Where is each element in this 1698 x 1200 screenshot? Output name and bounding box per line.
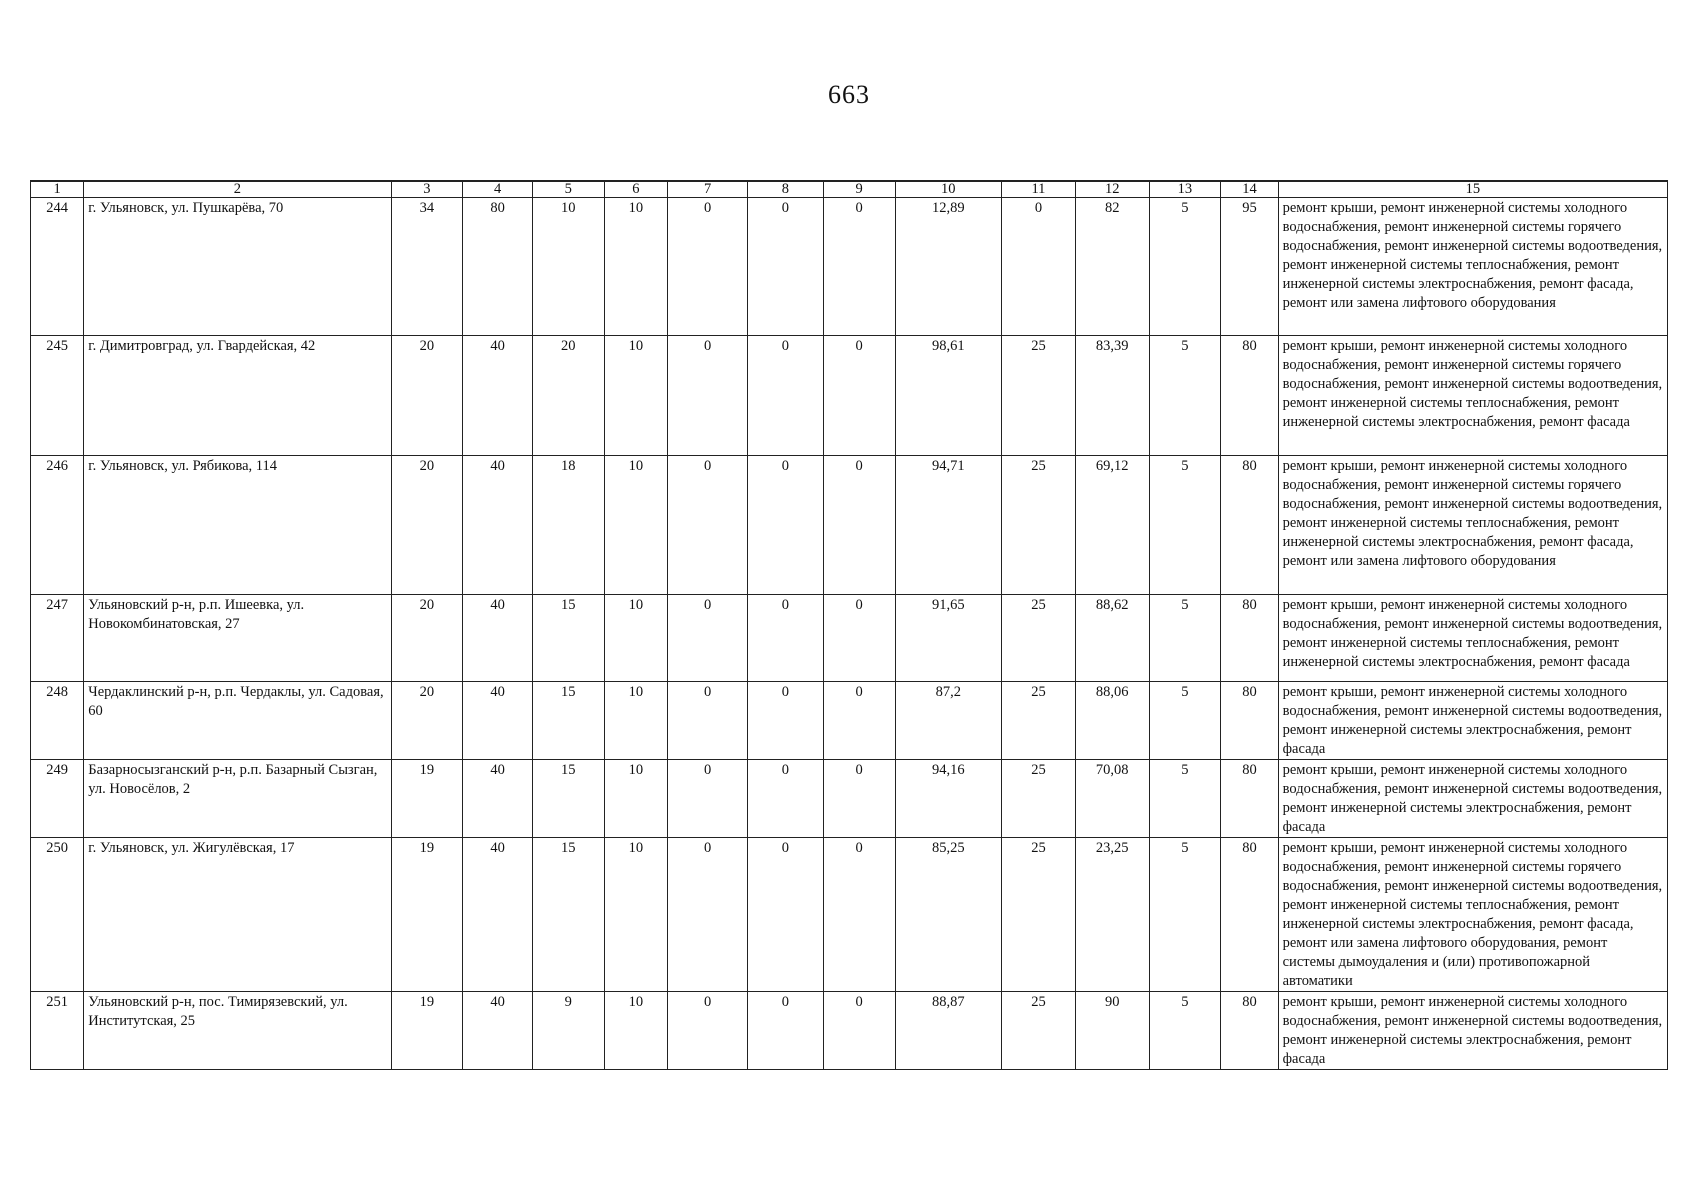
column-number-row bbox=[31, 181, 1668, 198]
cell-col-8: 0 bbox=[748, 682, 824, 760]
column-header-6: 6 bbox=[604, 181, 668, 198]
cell-col-12: 69,12 bbox=[1075, 456, 1149, 595]
cell-col-7: 0 bbox=[668, 198, 748, 336]
cell-col-6: 10 bbox=[604, 992, 668, 1070]
cell-col-4: 40 bbox=[463, 992, 533, 1070]
address-cell: Ульяновский р-н, пос. Тимирязевский, ул. Институтская, 25 bbox=[84, 992, 391, 1070]
cell-col-3: 20 bbox=[391, 682, 463, 760]
register-table bbox=[30, 180, 1668, 1070]
column-header-13: 13 bbox=[1149, 181, 1221, 198]
cell-col-6: 10 bbox=[604, 456, 668, 595]
column-header-11: 11 bbox=[1002, 181, 1076, 198]
address-cell: Чердаклинский р-н, р.п. Чердаклы, ул. Садовая, 60 bbox=[84, 682, 391, 760]
row-number-cell: 245 bbox=[31, 336, 84, 456]
cell-col-7: 0 bbox=[668, 336, 748, 456]
work-types-cell: ремонт крыши, ремонт инженерной системы холодного водоснабжения, ремонт инженерной системы водоотведения, ремонт инженерной системы теплоснабжения, ремонт инженерной системы электроснабжения, ремонт фасада bbox=[1278, 595, 1667, 682]
cell-col-11: 25 bbox=[1002, 595, 1076, 682]
cell-col-12: 88,62 bbox=[1075, 595, 1149, 682]
cell-col-7: 0 bbox=[668, 595, 748, 682]
row-number-cell: 249 bbox=[31, 760, 84, 838]
column-header-3: 3 bbox=[391, 181, 463, 198]
cell-col-5: 15 bbox=[532, 838, 604, 992]
work-types-cell: ремонт крыши, ремонт инженерной системы холодного водоснабжения, ремонт инженерной системы водоотведения, ремонт инженерной системы электроснабжения, ремонт фасада bbox=[1278, 682, 1667, 760]
row-number-cell: 248 bbox=[31, 682, 84, 760]
table-row bbox=[31, 760, 1668, 838]
cell-col-6: 10 bbox=[604, 595, 668, 682]
column-header-2: 2 bbox=[84, 181, 391, 198]
cell-col-8: 0 bbox=[748, 992, 824, 1070]
cell-col-3: 20 bbox=[391, 456, 463, 595]
work-types-cell: ремонт крыши, ремонт инженерной системы холодного водоснабжения, ремонт инженерной системы водоотведения, ремонт инженерной системы электроснабжения, ремонт фасада bbox=[1278, 760, 1667, 838]
cell-col-13: 5 bbox=[1149, 992, 1221, 1070]
cell-col-8: 0 bbox=[748, 760, 824, 838]
cell-col-10: 98,61 bbox=[895, 336, 1002, 456]
cell-col-3: 19 bbox=[391, 838, 463, 992]
table-row bbox=[31, 838, 1668, 992]
address-cell: Ульяновский р-н, р.п. Ишеевка, ул. Новокомбинатовская, 27 bbox=[84, 595, 391, 682]
cell-col-13: 5 bbox=[1149, 456, 1221, 595]
work-types-cell: ремонт крыши, ремонт инженерной системы холодного водоснабжения, ремонт инженерной системы горячего водоснабжения, ремонт инженерной системы водоотведения, ремонт инженерной системы теплоснабжения, ремонт инженерной системы электроснабжения, ремонт фасада bbox=[1278, 336, 1667, 456]
table-row bbox=[31, 682, 1668, 760]
cell-col-4: 40 bbox=[463, 838, 533, 992]
cell-col-10: 91,65 bbox=[895, 595, 1002, 682]
cell-col-11: 0 bbox=[1002, 198, 1076, 336]
table-body bbox=[31, 198, 1668, 1070]
row-number-cell: 250 bbox=[31, 838, 84, 992]
cell-col-14: 80 bbox=[1221, 682, 1278, 760]
cell-col-4: 40 bbox=[463, 682, 533, 760]
row-number-cell: 247 bbox=[31, 595, 84, 682]
cell-col-11: 25 bbox=[1002, 682, 1076, 760]
address-cell: г. Ульяновск, ул. Рябикова, 114 bbox=[84, 456, 391, 595]
address-cell: Базарносызганский р-н, р.п. Базарный Сызган, ул. Новосёлов, 2 bbox=[84, 760, 391, 838]
cell-col-13: 5 bbox=[1149, 682, 1221, 760]
cell-col-5: 20 bbox=[532, 336, 604, 456]
column-header-4: 4 bbox=[463, 181, 533, 198]
cell-col-3: 20 bbox=[391, 595, 463, 682]
cell-col-3: 19 bbox=[391, 760, 463, 838]
page-number: 663 bbox=[828, 80, 870, 109]
cell-col-13: 5 bbox=[1149, 198, 1221, 336]
cell-col-13: 5 bbox=[1149, 760, 1221, 838]
cell-col-4: 40 bbox=[463, 456, 533, 595]
cell-col-13: 5 bbox=[1149, 838, 1221, 992]
table-row bbox=[31, 992, 1668, 1070]
cell-col-4: 40 bbox=[463, 336, 533, 456]
cell-col-10: 12,89 bbox=[895, 198, 1002, 336]
cell-col-7: 0 bbox=[668, 456, 748, 595]
cell-col-10: 85,25 bbox=[895, 838, 1002, 992]
column-header-12: 12 bbox=[1075, 181, 1149, 198]
work-types-cell: ремонт крыши, ремонт инженерной системы холодного водоснабжения, ремонт инженерной системы горячего водоснабжения, ремонт инженерной системы водоотведения, ремонт инженерной системы теплоснабжения, ремонт инженерной системы электроснабжения, ремонт фасада, ремонт или замена лифтового оборудования bbox=[1278, 456, 1667, 595]
work-types-cell: ремонт крыши, ремонт инженерной системы холодного водоснабжения, ремонт инженерной системы водоотведения, ремонт инженерной системы электроснабжения, ремонт фасада bbox=[1278, 992, 1667, 1070]
cell-col-10: 88,87 bbox=[895, 992, 1002, 1070]
cell-col-9: 0 bbox=[823, 595, 895, 682]
cell-col-7: 0 bbox=[668, 760, 748, 838]
cell-col-14: 80 bbox=[1221, 838, 1278, 992]
cell-col-10: 87,2 bbox=[895, 682, 1002, 760]
cell-col-7: 0 bbox=[668, 992, 748, 1070]
cell-col-3: 20 bbox=[391, 336, 463, 456]
cell-col-7: 0 bbox=[668, 682, 748, 760]
cell-col-5: 18 bbox=[532, 456, 604, 595]
column-header-10: 10 bbox=[895, 181, 1002, 198]
cell-col-11: 25 bbox=[1002, 992, 1076, 1070]
cell-col-8: 0 bbox=[748, 198, 824, 336]
cell-col-6: 10 bbox=[604, 336, 668, 456]
address-cell: г. Ульяновск, ул. Жигулёвская, 17 bbox=[84, 838, 391, 992]
cell-col-12: 82 bbox=[1075, 198, 1149, 336]
cell-col-12: 23,25 bbox=[1075, 838, 1149, 992]
work-types-cell: ремонт крыши, ремонт инженерной системы холодного водоснабжения, ремонт инженерной системы горячего водоснабжения, ремонт инженерной системы водоотведения, ремонт инженерной системы теплоснабжения, ремонт инженерной системы электроснабжения, ремонт фасада, ремонт или замена лифтового оборудования bbox=[1278, 198, 1667, 336]
cell-col-11: 25 bbox=[1002, 456, 1076, 595]
row-number-cell: 246 bbox=[31, 456, 84, 595]
column-header-5: 5 bbox=[532, 181, 604, 198]
cell-col-10: 94,16 bbox=[895, 760, 1002, 838]
cell-col-14: 80 bbox=[1221, 456, 1278, 595]
cell-col-4: 40 bbox=[463, 595, 533, 682]
table-row bbox=[31, 198, 1668, 336]
cell-col-5: 15 bbox=[532, 595, 604, 682]
column-header-1: 1 bbox=[31, 181, 84, 198]
cell-col-9: 0 bbox=[823, 992, 895, 1070]
cell-col-5: 9 bbox=[532, 992, 604, 1070]
cell-col-9: 0 bbox=[823, 838, 895, 992]
cell-col-3: 19 bbox=[391, 992, 463, 1070]
cell-col-6: 10 bbox=[604, 198, 668, 336]
cell-col-12: 90 bbox=[1075, 992, 1149, 1070]
cell-col-9: 0 bbox=[823, 456, 895, 595]
cell-col-14: 80 bbox=[1221, 992, 1278, 1070]
column-header-8: 8 bbox=[748, 181, 824, 198]
cell-col-5: 15 bbox=[532, 760, 604, 838]
cell-col-13: 5 bbox=[1149, 595, 1221, 682]
work-types-cell: ремонт крыши, ремонт инженерной системы холодного водоснабжения, ремонт инженерной системы горячего водоснабжения, ремонт инженерной системы водоотведения, ремонт инженерной системы теплоснабжения, ремонт инженерной системы электроснабжения, ремонт фасада, ремонт или замена лифтового оборудования, ремонт системы дымоудаления и (или) противопожарной автоматики bbox=[1278, 838, 1667, 992]
column-header-15: 15 bbox=[1278, 181, 1667, 198]
cell-col-11: 25 bbox=[1002, 838, 1076, 992]
row-number-cell: 251 bbox=[31, 992, 84, 1070]
cell-col-4: 80 bbox=[463, 198, 533, 336]
cell-col-6: 10 bbox=[604, 682, 668, 760]
cell-col-11: 25 bbox=[1002, 760, 1076, 838]
column-header-14: 14 bbox=[1221, 181, 1278, 198]
column-header-7: 7 bbox=[668, 181, 748, 198]
cell-col-8: 0 bbox=[748, 456, 824, 595]
cell-col-12: 70,08 bbox=[1075, 760, 1149, 838]
cell-col-6: 10 bbox=[604, 760, 668, 838]
table-row bbox=[31, 595, 1668, 682]
cell-col-14: 95 bbox=[1221, 198, 1278, 336]
cell-col-9: 0 bbox=[823, 336, 895, 456]
cell-col-6: 10 bbox=[604, 838, 668, 992]
table-row bbox=[31, 456, 1668, 595]
row-number-cell: 244 bbox=[31, 198, 84, 336]
cell-col-9: 0 bbox=[823, 760, 895, 838]
cell-col-12: 83,39 bbox=[1075, 336, 1149, 456]
cell-col-14: 80 bbox=[1221, 595, 1278, 682]
cell-col-9: 0 bbox=[823, 682, 895, 760]
column-header-9: 9 bbox=[823, 181, 895, 198]
cell-col-7: 0 bbox=[668, 838, 748, 992]
cell-col-5: 10 bbox=[532, 198, 604, 336]
cell-col-10: 94,71 bbox=[895, 456, 1002, 595]
address-cell: г. Ульяновск, ул. Пушкарёва, 70 bbox=[84, 198, 391, 336]
cell-col-5: 15 bbox=[532, 682, 604, 760]
cell-col-4: 40 bbox=[463, 760, 533, 838]
cell-col-8: 0 bbox=[748, 336, 824, 456]
cell-col-12: 88,06 bbox=[1075, 682, 1149, 760]
cell-col-14: 80 bbox=[1221, 336, 1278, 456]
cell-col-8: 0 bbox=[748, 595, 824, 682]
address-cell: г. Димитровград, ул. Гвардейская, 42 bbox=[84, 336, 391, 456]
cell-col-11: 25 bbox=[1002, 336, 1076, 456]
cell-col-13: 5 bbox=[1149, 336, 1221, 456]
cell-col-14: 80 bbox=[1221, 760, 1278, 838]
cell-col-9: 0 bbox=[823, 198, 895, 336]
cell-col-3: 34 bbox=[391, 198, 463, 336]
table-row bbox=[31, 336, 1668, 456]
cell-col-8: 0 bbox=[748, 838, 824, 992]
